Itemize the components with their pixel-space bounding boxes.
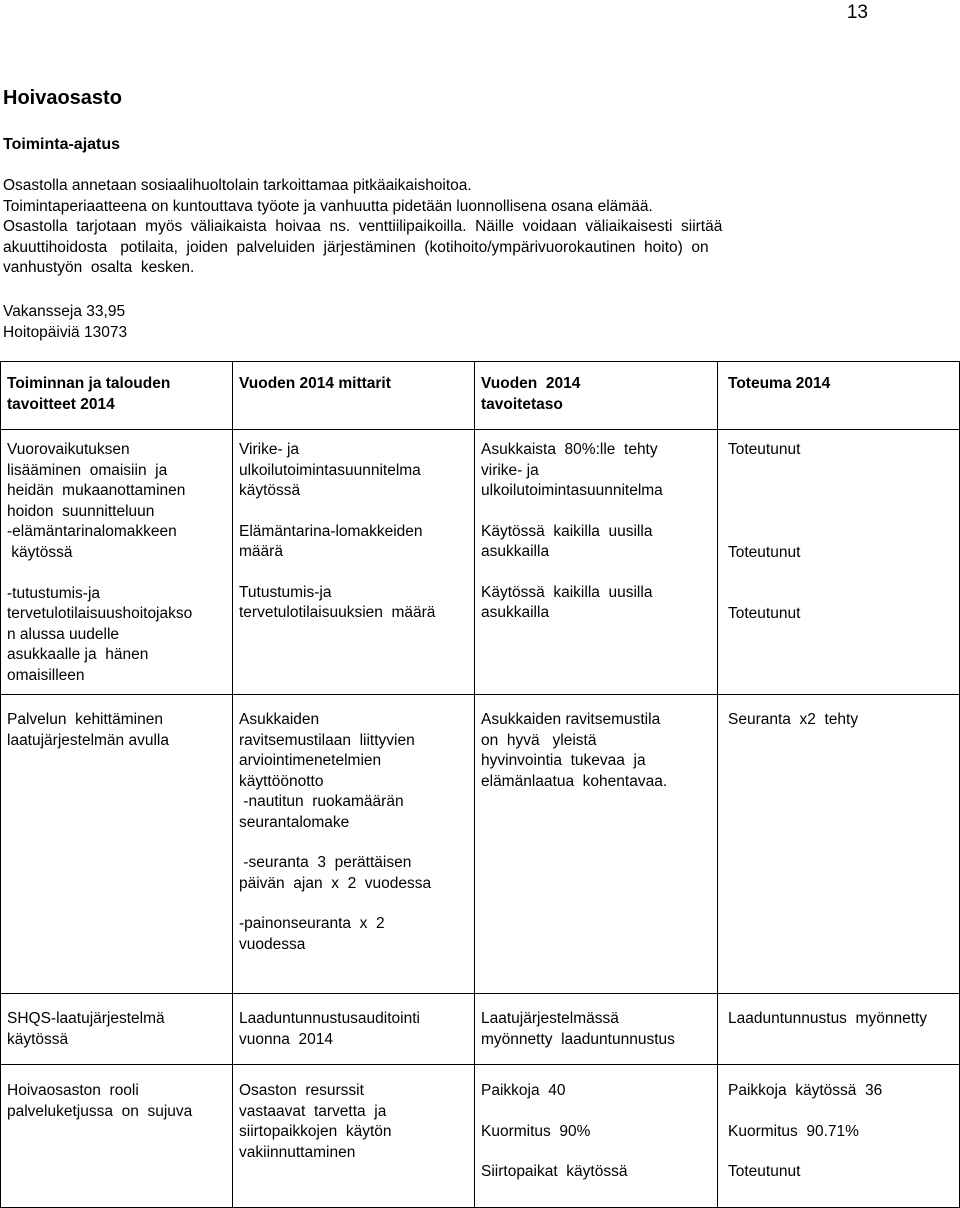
page-title: Hoivaosasto [3, 87, 122, 109]
cell-line: Virike- ja [239, 441, 300, 458]
cell-line: Kuormitus 90.71% [728, 1122, 859, 1140]
cell-block [239, 1009, 468, 1050]
cell-line: tervetulotilaisuushoitojakso [7, 605, 193, 622]
cell-block [239, 583, 468, 624]
intro-line: Toimintaperiaatteena on kuntouttava työote ja vanhuutta pidetään luonnollisena osana elämää. [3, 197, 653, 215]
cell-line: arviointimenetelmien [239, 752, 382, 769]
cell-line: käytössä [7, 1030, 69, 1048]
cell-block [239, 710, 468, 833]
cell-line: Toteuma 2014 [728, 375, 831, 392]
table-cell [475, 695, 718, 994]
cell-line: Vuorovaikutuksen [7, 441, 130, 458]
intro-line: Osastolla annetaan sosiaalihuoltolain tarkoittamaa pitkäaikaishoitoa. [3, 177, 472, 194]
cell-line: asukkailla [481, 604, 550, 621]
cell-block [481, 710, 711, 792]
cell-line [728, 481, 953, 502]
table-header-row [1, 362, 960, 430]
cell-line: ulkoilutoimintasuunnitelma [481, 482, 663, 499]
cell-line: Palvelun kehittäminen [7, 711, 163, 728]
cell-line: vuonna 2014 [239, 1030, 333, 1048]
table-row [1, 1065, 960, 1208]
cell-line: käytössä [239, 482, 301, 499]
cell-block [7, 710, 226, 751]
cell-line: Toteutunut [728, 441, 801, 458]
vakanssit-value: Vakansseja 33,95 [3, 303, 126, 320]
cell-line: siirtopaikkojen käytön [239, 1123, 392, 1140]
cell-line: -nautitun ruokamäärän [239, 793, 404, 810]
cell-line: laatujärjestelmän avulla [7, 731, 169, 749]
column-header [475, 362, 718, 430]
cell-line: -tutustumis-ja [7, 584, 101, 602]
cell-block [481, 522, 711, 563]
cell-line: virike- ja [481, 461, 539, 479]
cell-block [239, 853, 468, 894]
cell-line: n alussa uudelle [7, 625, 120, 643]
cell-line: Toteutunut [728, 1163, 801, 1180]
intro-line: akuuttihoidosta potilaita, joiden palveluiden järjestäminen (kotihoito/ympärivuorokautinen hoito) on [3, 238, 709, 256]
cell-line: vuodessa [239, 935, 306, 953]
cell-line: palveluketjussa on sujuva [7, 1102, 193, 1120]
table-cell [1, 994, 233, 1065]
cell-line: on hyvä yleistä [481, 731, 597, 749]
cell-line: ulkoilutoimintasuunnitelma [239, 461, 421, 479]
cell-line: Tutustumis-ja [239, 583, 332, 601]
cell-block [728, 440, 953, 461]
column-header [718, 362, 960, 430]
table-row [1, 430, 960, 695]
intro-line: Osastolla tarjotaan myös väliaikaista hoivaa ns. venttiilipaikoilla. Näille voidaan väliaikaisesti siirtää [3, 218, 723, 235]
cell-line: Seuranta x2 tehty [728, 711, 859, 728]
cell-block [481, 1162, 711, 1183]
page-number: 13 [846, 2, 868, 23]
cell-block [239, 440, 468, 502]
hoitopaivat-value: Hoitopäiviä 13073 [3, 323, 128, 341]
column-header [1, 362, 233, 430]
cell-line: tavoitetaso [481, 395, 563, 413]
cell-line: Asukkaiden ravitsemustila [481, 711, 661, 728]
table-cell [233, 1065, 475, 1208]
cell-line: SHQS-laatujärjestelmä [7, 1010, 165, 1027]
cell-line: Toiminnan ja talouden [7, 375, 171, 392]
cell-line: vakiinnuttaminen [239, 1143, 356, 1161]
cell-line [7, 563, 226, 584]
cell-block [728, 1122, 953, 1143]
cell-line: päivän ajan x 2 vuodessa [239, 874, 432, 892]
cell-line: Laaduntunnustusauditointi [239, 1010, 420, 1027]
table-cell [1, 430, 233, 695]
cell-line: lisääminen omaisiin ja [7, 461, 168, 479]
cell-line: hoidon suunnitteluun [7, 502, 155, 520]
cell-line: Asukkaista 80%:lle tehty [481, 441, 658, 458]
cell-line: -seuranta 3 perättäisen [239, 854, 412, 871]
cell-block [481, 1009, 711, 1050]
cell-block [728, 1009, 953, 1030]
cell-line: käytössä [7, 543, 73, 561]
cell-line: Osaston resurssit [239, 1082, 364, 1099]
cell-line: tavoitteet 2014 [7, 395, 115, 413]
cell-line: Käytössä kaikilla uusilla [481, 583, 653, 601]
cell-line: -elämäntarinalomakkeen [7, 523, 177, 540]
cell-line [728, 461, 953, 482]
table-cell [475, 1065, 718, 1208]
cell-block [481, 583, 711, 624]
table-cell [233, 695, 475, 994]
cell-line [728, 522, 953, 543]
table-cell [1, 1065, 233, 1208]
table-cell [1, 695, 233, 994]
section-subtitle: Toiminta-ajatus [3, 136, 121, 153]
cell-block [239, 914, 468, 955]
table-cell [718, 1065, 960, 1208]
cell-block [481, 440, 711, 502]
cell-block [7, 1081, 226, 1122]
table-cell [718, 430, 960, 695]
cell-line [728, 584, 953, 605]
cell-line: elämänlaatua kohentavaa. [481, 772, 668, 790]
cell-block [239, 522, 468, 563]
cell-line: Hoivaosaston rooli [7, 1082, 139, 1099]
intro-paragraph [3, 176, 793, 279]
cell-line: omaisilleen [7, 666, 85, 684]
cell-line: asukkaalle ja hänen [7, 646, 149, 663]
cell-line: ravitsemustilaan liittyvien [239, 731, 415, 749]
cell-line: hyvinvointia tukevaa ja [481, 752, 646, 769]
cell-block [481, 1122, 711, 1143]
cell-block [728, 1162, 953, 1183]
cell-block [728, 710, 953, 731]
cell-block [728, 1081, 953, 1102]
cell-line: tervetulotilaisuuksien määrä [239, 604, 436, 621]
cell-line [728, 563, 953, 584]
cell-line: -painonseuranta x 2 [239, 915, 385, 932]
table-cell [475, 430, 718, 695]
cell-line: määrä [239, 543, 283, 560]
goals-table [0, 361, 960, 1208]
table-row [1, 695, 960, 994]
cell-line: käyttöönotto [239, 772, 324, 790]
cell-line: Paikkoja 40 [481, 1082, 566, 1099]
cell-line: Laaduntunnustus myönnetty [728, 1010, 928, 1027]
cell-line: Siirtopaikat käytössä [481, 1163, 628, 1180]
cell-block [728, 461, 953, 564]
cell-line: Asukkaiden [239, 711, 320, 728]
column-header [233, 362, 475, 430]
cell-block [7, 440, 226, 686]
table-cell [233, 430, 475, 695]
cell-line: Vuoden 2014 mittarit [239, 375, 391, 392]
cell-line [728, 502, 953, 523]
table-cell [718, 994, 960, 1065]
cell-line: Toteutunut [728, 605, 801, 622]
cell-line: asukkailla [481, 543, 550, 560]
table-cell [475, 994, 718, 1065]
table-cell [718, 695, 960, 994]
cell-line: Vuoden 2014 [481, 375, 581, 392]
cell-block [7, 1009, 226, 1050]
cell-line: Paikkoja käytössä 36 [728, 1082, 883, 1099]
cell-line: vastaavat tarvetta ja [239, 1102, 387, 1120]
stats-block [3, 302, 127, 343]
cell-line: Laatujärjestelmässä [481, 1010, 619, 1027]
cell-line: Käytössä kaikilla uusilla [481, 522, 653, 540]
cell-line: myönnetty laaduntunnustus [481, 1030, 675, 1048]
cell-block [481, 1081, 711, 1102]
cell-block [239, 1081, 468, 1163]
intro-line: vanhustyön osalta kesken. [3, 259, 195, 276]
table-cell [233, 994, 475, 1065]
cell-line: seurantalomake [239, 813, 350, 831]
cell-line: Toteutunut [728, 543, 801, 561]
cell-block [728, 563, 953, 625]
cell-line: heidän mukaanottaminen [7, 482, 186, 499]
cell-line: Kuormitus 90% [481, 1122, 591, 1140]
cell-line: Elämäntarina-lomakkeiden [239, 522, 423, 540]
table-row [1, 994, 960, 1065]
